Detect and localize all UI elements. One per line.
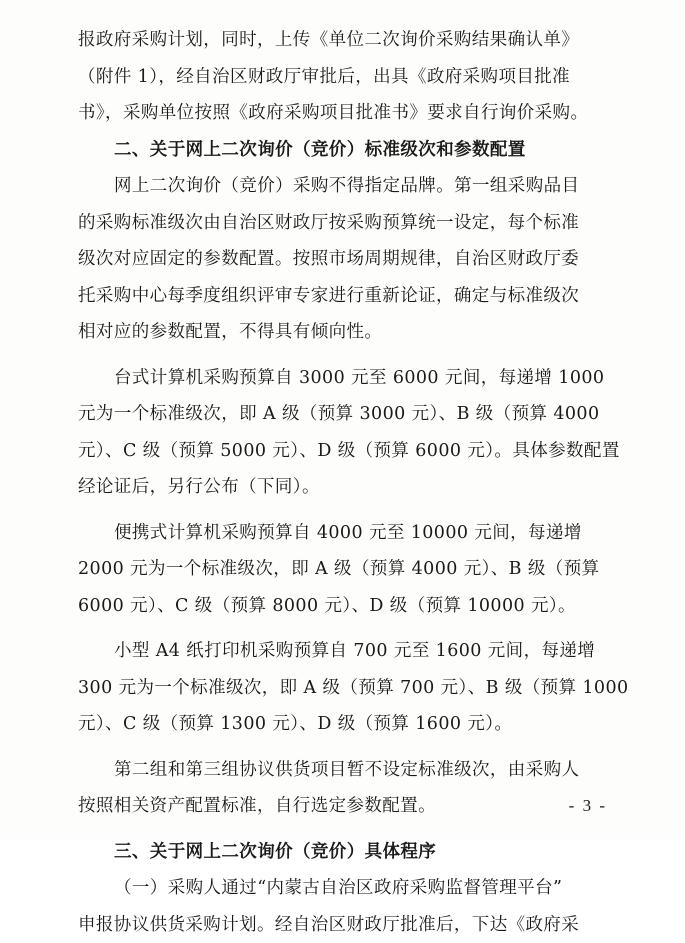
text-line: 元）、C 级（预算 1300 元）、D 级（预算 1600 元）。 bbox=[78, 706, 606, 743]
document-body bbox=[78, 22, 606, 943]
text-line: 便携式计算机采购预算自 4000 元至 10000 元间，每递增 bbox=[78, 515, 606, 552]
text-line: 元）、C 级（预算 5000 元）、D 级（预算 6000 元）。具体参数配置 bbox=[78, 433, 606, 470]
text-line: 托采购中心每季度组织评审专家进行重新论证，确定与标准级次 bbox=[78, 278, 606, 315]
text-line: 经论证后，另行公布（下同）。 bbox=[78, 469, 606, 506]
text-line: 的采购标准级次由自治区财政厅按采购预算统一设定，每个标准 bbox=[78, 205, 606, 242]
text-line: 小型 A4 纸打印机采购预算自 700 元至 1600 元间，每递增 bbox=[78, 633, 606, 670]
text-line: （附件 1），经自治区财政厅审批后，出具《政府采购项目批准 bbox=[78, 59, 606, 96]
text-line: 书》，采购单位按照《政府采购项目批准书》要求自行询价采购。 bbox=[78, 95, 606, 132]
text-line: 申报协议供货采购计划。经自治区财政厅批准后，下达《政府采 bbox=[78, 907, 606, 943]
text-line: 6000 元）、C 级（预算 8000 元）、D 级（预算 10000 元）。 bbox=[78, 588, 606, 625]
text-line: 网上二次询价（竞价）采购不得指定品牌。第一组采购品目 bbox=[78, 168, 606, 205]
text-line: 级次对应固定的参数配置。按照市场周期规律，自治区财政厅委 bbox=[78, 241, 606, 278]
text-line: 第二组和第三组协议供货项目暂不设定标准级次，由采购人 bbox=[78, 752, 606, 789]
text-line: 2000 元为一个标准级次，即 A 级（预算 4000 元）、B 级（预算 bbox=[78, 551, 606, 588]
page-number: - 3 - bbox=[569, 796, 607, 816]
text-line: 元为一个标准级次，即 A 级（预算 3000 元）、B 级（预算 4000 bbox=[78, 396, 606, 433]
section-heading-2: 二、关于网上二次询价（竞价）标准级次和参数配置 bbox=[78, 132, 606, 169]
text-line: 相对应的参数配置，不得具有倾向性。 bbox=[78, 314, 606, 351]
text-line: 台式计算机采购预算自 3000 元至 6000 元间，每递增 1000 bbox=[78, 360, 606, 397]
text-line: 报政府采购计划，同时，上传《单位二次询价采购结果确认单》 bbox=[78, 22, 606, 59]
text-line: （一）采购人通过“内蒙古自治区政府采购监督管理平台” bbox=[78, 870, 606, 907]
text-line: 按照相关资产配置标准，自行选定参数配置。 bbox=[78, 788, 606, 825]
section-heading-3: 三、关于网上二次询价（竞价）具体程序 bbox=[78, 834, 606, 871]
text-line: 300 元为一个标准级次，即 A 级（预算 700 元）、B 级（预算 1000 bbox=[78, 670, 606, 707]
